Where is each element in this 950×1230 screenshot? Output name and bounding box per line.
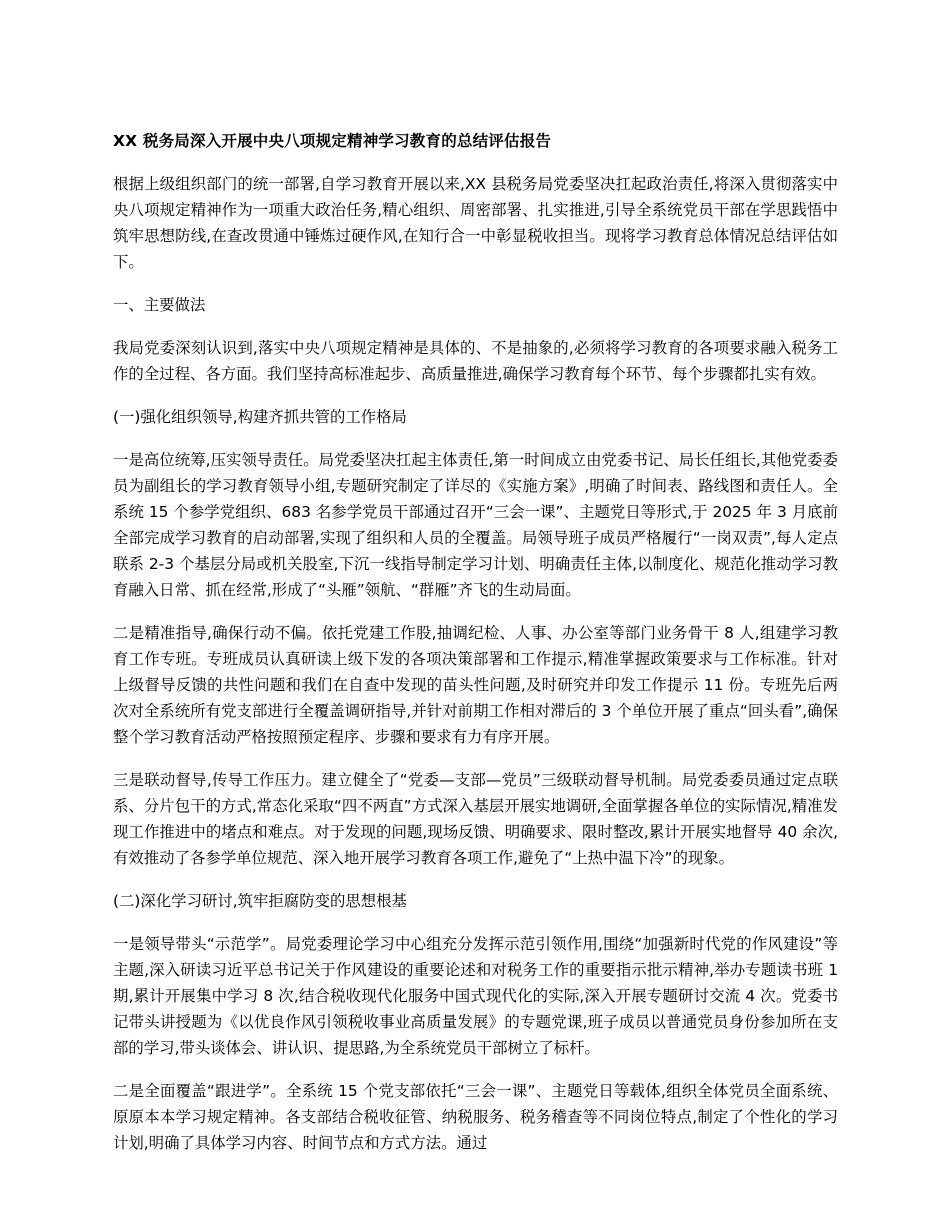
point-one-leadership-demonstration-study-paragraph: 一是领导带头“示范学”。局党委理论学习中心组充分发挥示范引领作用,围绕“加强新时代党的作风建设”等主题,深入研读习近平总书记关于作风建设的重要论述和对税务工作的重要指示批示精神,举办专题读书班 1 期,累计开展集中学习 8 次,结合税收现代化服务中国式现代化的实际,深入开展专题研讨交流 4 次。党委书记带头讲授题为《以优良作风引领税收事业高质量发展》的专题党课,班子成员以普通党员身份参加所在支部的学习,带头谈体会、讲认识、提思路,为全系统党员干部树立了标杆。 (113, 935, 838, 1057)
page-title: XX 税务局深入开展中央八项规定精神学习教育的总结评估报告 (113, 132, 552, 150)
point-two-precise-guidance-paragraph: 二是精准指导,确保行动不偏。依托党建工作股,抽调纪检、人事、办公室等部门业务骨干 8 人,组建学习教育工作专班。专班成员认真研读上级下发的各项决策部署和工作提示,精准掌握政策要求与工作标准。针对上级督导反馈的共性问题和我们在自查中发现的苗头性问题,及时研究并印发工作提示 11 份。专班先后两次对全系统所有党支部进行全覆盖调研指导,并针对前期工作相对滞后的 3 个单位开展了重点“回头看”,确保整个学习教育活动严格按照预定程序、步骤和要求有力有序开展。 (113, 624, 838, 746)
point-two-full-coverage-follow-up-study-paragraph: 二是全面覆盖“跟进学”。全系统 15 个党支部依托“三会一课”、主题党日等载体,组织全体党员全面系统、原原本本学习规定精神。各支部结合税收征管、纳税服务、税务稽查等不同岗位特点,制定了个性化的学习计划,明确了具体学习内容、时间节点和方式方法。通过 (113, 1082, 838, 1152)
point-one-high-level-coordination-paragraph: 一是高位统筹,压实领导责任。局党委坚决扛起主体责任,第一时间成立由党委书记、局长任组长,其他党委委员为副组长的学习教育领导小组,专题研究制定了详尽的《实施方案》,明确了时间表、路线图和责任人。全系统 15 个参学党组织、683 名参学党员干部通过召开“三会一课”、主题党日等形式,于 2025 年 3 月底前全部完成学习教育的启动部署,实现了组织和人员的全覆盖。局领导班子成员严格履行“一岗双责”,每人定点联系 2-3 个基层分局或机关股室,下沉一线指导制定学习计划、明确责任主体,以制度化、规范化推动学习教育融入日常、抓在经常,形成了“头雁”领航、“群雁”齐飞的生动局面。 (113, 451, 838, 599)
point-three-linked-supervision-paragraph: 三是联动督导,传导工作压力。建立健全了“党委—支部—党员”三级联动督导机制。局党委委员通过定点联系、分片包干的方式,常态化采取“四不两直”方式深入基层开展实地调研,全面掌握各单位的实际情况,精准发现工作推进中的堵点和难点。对于发现的问题,现场反馈、明确要求、限时整改,累计开展实地督导 40 余次,有效推动了各参学单位规范、深入地开展学习教育各项工作,避免了“上热中温下冷”的现象。 (113, 771, 838, 867)
subsection-heading-deepening-study-discussion: (二)深化学习研讨,筑牢拒腐防变的思想根基 (113, 892, 407, 910)
document-body (113, 171, 838, 1156)
intro-paragraph: 根据上级组织部门的统一部署,自学习教育开展以来,XX 县税务局党委坚决扛起政治责任,将深入贯彻落实中央八项规定精神作为一项重大政治任务,精心组织、周密部署、扎实推进,引导全系统党员干部在学思践悟中筑牢思想防线,在查改贯通中锤炼过硬作风,在知行合一中彰显税收担当。现将学习教育总体情况总结评估如下。 (113, 175, 838, 271)
subsection-heading-organizational-leadership: (一)强化组织领导,构建齐抓共管的工作格局 (113, 408, 407, 426)
section-heading-main-practices: 一、主要做法 (113, 296, 206, 314)
main-practices-intro-paragraph: 我局党委深刻认识到,落实中央八项规定精神是具体的、不是抽象的,必须将学习教育的各项要求融入税务工作的全过程、各方面。我们坚持高标准起步、高质量推进,确保学习教育每个环节、每个步骤都扎实有效。 (113, 339, 838, 383)
